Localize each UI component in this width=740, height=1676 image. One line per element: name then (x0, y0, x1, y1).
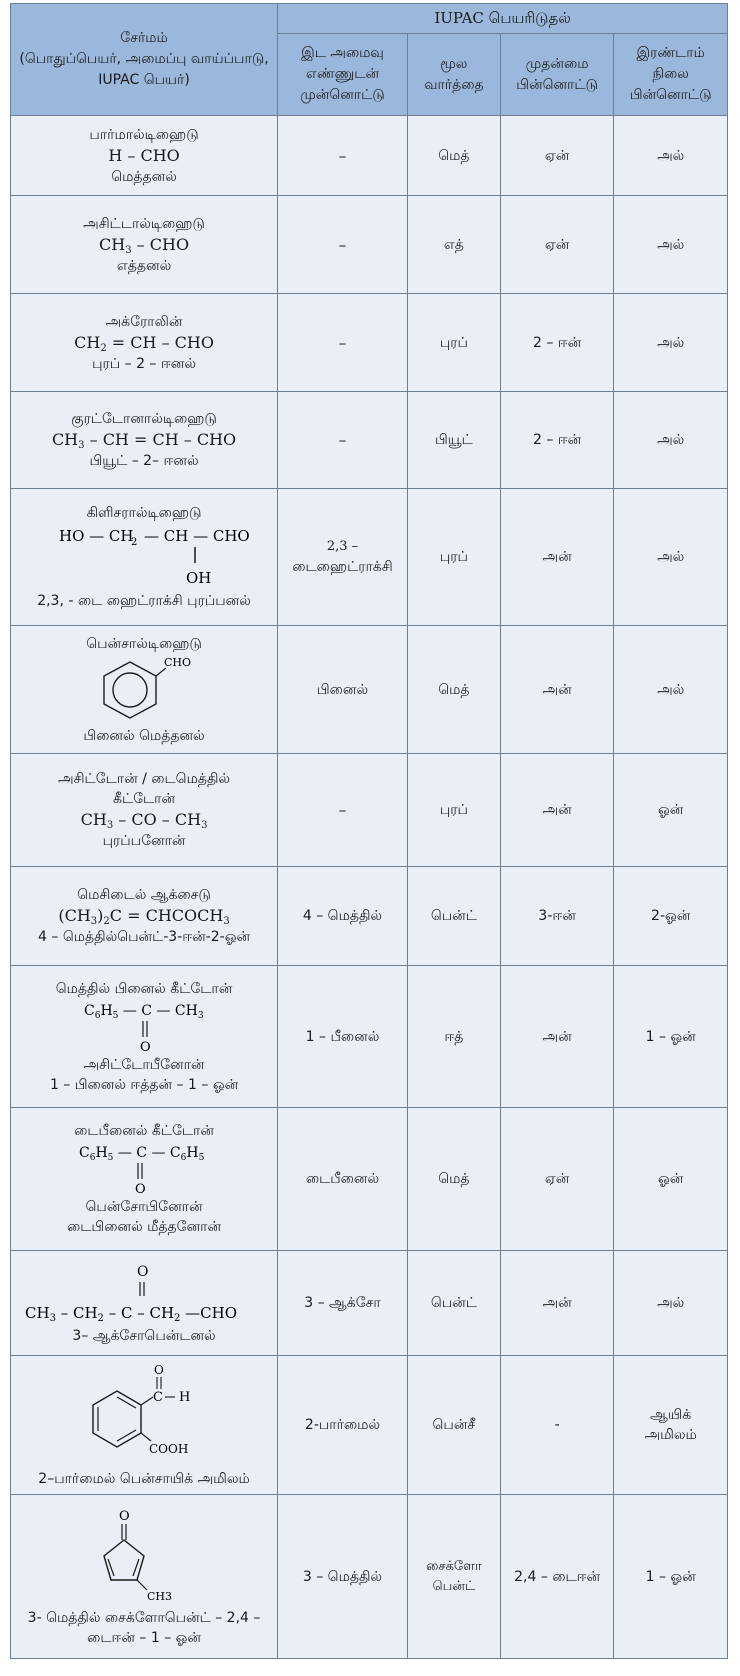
svg-text:O: O (140, 1039, 151, 1055)
svg-text:O: O (135, 1182, 146, 1197)
root-cell: மெத் (407, 1108, 500, 1251)
table-row (11, 1251, 728, 1356)
iupac-table-container (10, 3, 728, 1659)
svg-text:CH3: CH3 (147, 1589, 173, 1603)
primary-suffix-cell: 2 – ஈன் (500, 392, 614, 489)
table-row (11, 966, 728, 1108)
benzaldehyde-structure (84, 654, 204, 726)
table-row (11, 754, 728, 867)
prefix-cell: டைபீனைல் (278, 1108, 408, 1251)
table-row (11, 626, 728, 754)
primary-suffix-cell: 2,4 – டைஈன் (500, 1495, 614, 1659)
compound-cell: O CH3 3- மெத்தில் சைக்ளோபென்ட் – 2,4 – டைஈன் – 1 – ஓன் (11, 1495, 278, 1659)
primary-suffix-cell: 2 – ஈன் (500, 294, 614, 392)
primary-suffix-cell: அன் (500, 1251, 614, 1356)
root-cell: எத் (407, 196, 500, 294)
svg-text:C6H5 — C — CH3: $C_6H_5$ — C — $CH_3$ (84, 1002, 204, 1021)
table-row (11, 294, 728, 392)
compound-header: சேர்மம் (பொதுப்பெயர், அமைப்பு வாய்ப்பாடு, IUPAC பெயர்) (11, 4, 278, 116)
prefix-cell: – (278, 392, 408, 489)
secondary-suffix-cell: அல் (614, 1251, 728, 1356)
secondary-suffix-cell: ஓன் (614, 1108, 728, 1251)
prefix-cell: 2-பார்மைல் (278, 1356, 408, 1495)
table-row (11, 392, 728, 489)
svg-text:2: 2 (131, 537, 138, 548)
table-row (11, 1495, 728, 1659)
primary-suffix-cell: அன் (500, 489, 614, 626)
svg-text:O: O (119, 1508, 130, 1524)
prefix-cell: 4 – மெத்தில் (278, 867, 408, 966)
primary-suffix-cell: 3-ஈன் (500, 867, 614, 966)
compound-cell: குரட்டோனால்டிஹைடு $CH_3$ – CH = CH – CHO பியூட் – 2– ஈனல் (11, 392, 278, 489)
prefix-cell: – (278, 196, 408, 294)
acetophenone-structure (64, 999, 224, 1055)
prefix-cell: – (278, 754, 408, 867)
compound-cell: அசிட்டோன் / டைமெத்தில் கீட்டோன் $CH_3$ – CO – $CH_3$ புரப்பனோன் (11, 754, 278, 867)
primary-suffix-header: முதன்மை பின்னொட்டு (500, 34, 614, 116)
root-cell: மெத் (407, 116, 500, 196)
oxopentanal-structure (21, 1260, 268, 1326)
svg-text:HO — CH: HO — CH (59, 527, 134, 545)
compound-cell: கிளிசரால்டிஹைடு HO — CH 2 — CH — CHO OH 2,3, - டை ஹைட்ராக்சி புரப்பனல் (11, 489, 278, 626)
locant-prefix-header: இட அமைவு எண்ணுடன் முன்னொட்டு (278, 34, 408, 116)
secondary-suffix-cell: அல் (614, 196, 728, 294)
secondary-suffix-cell: 1 – ஓன் (614, 1495, 728, 1659)
root-cell: பென்ட் (407, 1251, 500, 1356)
compound-cell: அக்ரோலின் $CH_2$ = CH – CHO புரப் – 2 – ஈனல் (11, 294, 278, 392)
svg-text:— CH — CHO: — CH — CHO (144, 527, 250, 545)
svg-text:CHO: CHO (164, 655, 192, 669)
primary-suffix-cell: ஏன் (500, 1108, 614, 1251)
compound-cell: மெத்தில் பினைல் கீட்டோன் $C_6H_5$ — C — $CH_3$ O அசிட்டோபீனோன் 1 – பினைல் ஈத்தன் – 1 – ஓன் (11, 966, 278, 1108)
root-cell: மெத் (407, 626, 500, 754)
compound-cell: பார்மால்டிஹைடு H – CHO மெத்தனல் (11, 116, 278, 196)
compound-cell: C O H COOH 2–பார்மைல் பென்சாயிக் அமிலம் (11, 1356, 278, 1495)
benzophenone-structure (59, 1141, 229, 1197)
table-row (11, 1108, 728, 1251)
svg-text:O: O (154, 1363, 164, 1377)
secondary-suffix-header: இரண்டாம் நிலை பின்னொட்டு (614, 34, 728, 116)
primary-suffix-cell: - (500, 1356, 614, 1495)
root-cell: பியூட் (407, 392, 500, 489)
iupac-naming-table (10, 3, 728, 1659)
primary-suffix-cell: அன் (500, 754, 614, 867)
primary-suffix-cell: ஏன் (500, 196, 614, 294)
table-row (11, 867, 728, 966)
table-row (11, 196, 728, 294)
secondary-suffix-cell: ஆயிக் அமிலம் (614, 1356, 728, 1495)
secondary-suffix-cell: அல் (614, 626, 728, 754)
iupac-header: IUPAC பெயரிடுதல் (278, 4, 728, 34)
svg-text:OH: OH (186, 569, 212, 587)
root-cell: பென்ட் (407, 867, 500, 966)
formylbenzoic-acid-structure (69, 1361, 219, 1469)
root-word-header: மூல வார்த்தை (407, 34, 500, 116)
root-cell: சைக்ளோ பென்ட் (407, 1495, 500, 1659)
table-row (11, 489, 728, 626)
prefix-cell: 1 – பீனைல் (278, 966, 408, 1108)
table-row (11, 116, 728, 196)
root-cell: பென்சீ (407, 1356, 500, 1495)
secondary-suffix-cell: அல் (614, 294, 728, 392)
primary-suffix-cell: அன் (500, 966, 614, 1108)
prefix-cell: 3 – ஆக்சோ (278, 1251, 408, 1356)
methylcyclopentadienone-structure (69, 1506, 219, 1608)
primary-suffix-cell: ஏன் (500, 116, 614, 196)
prefix-cell: – (278, 294, 408, 392)
svg-text:C6H5 — C — C6H5: $C_6H_5$ — C — $C_6H_5$ (79, 1145, 205, 1163)
prefix-cell: 3 – மெத்தில் (278, 1495, 408, 1659)
prefix-cell: பினைல் (278, 626, 408, 754)
secondary-suffix-cell: 2-ஓன் (614, 867, 728, 966)
compound-cell: டைபீனைல் கீட்டோன் $C_6H_5$ — C — $C_6H_5$ O பென்சோபினோன் டைபினைல் மீத்தனோன் (11, 1108, 278, 1251)
svg-text:C: C (153, 1390, 163, 1405)
svg-text:O: O (136, 1264, 149, 1280)
svg-text:H: H (179, 1390, 191, 1405)
prefix-cell: – (278, 116, 408, 196)
secondary-suffix-cell: ஓன் (614, 754, 728, 867)
table-row (11, 1356, 728, 1495)
root-cell: புரப் (407, 294, 500, 392)
root-cell: புரப் (407, 754, 500, 867)
secondary-suffix-cell: அல் (614, 116, 728, 196)
prefix-cell: 2,3 – டைஹைட்ராக்சி (278, 489, 408, 626)
secondary-suffix-cell: அல் (614, 392, 728, 489)
root-cell: ஈத் (407, 966, 500, 1108)
root-cell: புரப் (407, 489, 500, 626)
compound-cell: அசிட்டால்டிஹைடு $CH_3$ – CHO எத்தனல் (11, 196, 278, 294)
compound-cell: பென்சால்டிஹைடு CHO பினைல் மெத்தனல் (11, 626, 278, 754)
svg-text:COOH: COOH (149, 1442, 189, 1456)
secondary-suffix-cell: அல் (614, 489, 728, 626)
secondary-suffix-cell: 1 – ஓன் (614, 966, 728, 1108)
svg-text:CH3 – CH2 – C – CH2 —CHO: $CH_3 - CH_2$ – C – $CH_2$ —CHO (24, 1304, 237, 1324)
compound-cell: மெசிடைல் ஆக்சைடு $(CH_3)_2C$ = $CHCOCH_3$ 4 – மெத்தில்பென்ட்-3-ஈன்-2-ஓன் (11, 867, 278, 966)
compound-cell: O $CH_3 - CH_2$ – C – $CH_2$ —CHO 3– ஆக்சோபென்டனல் (11, 1251, 278, 1356)
glyceraldehyde-structure (29, 523, 259, 591)
primary-suffix-cell: அன் (500, 626, 614, 754)
